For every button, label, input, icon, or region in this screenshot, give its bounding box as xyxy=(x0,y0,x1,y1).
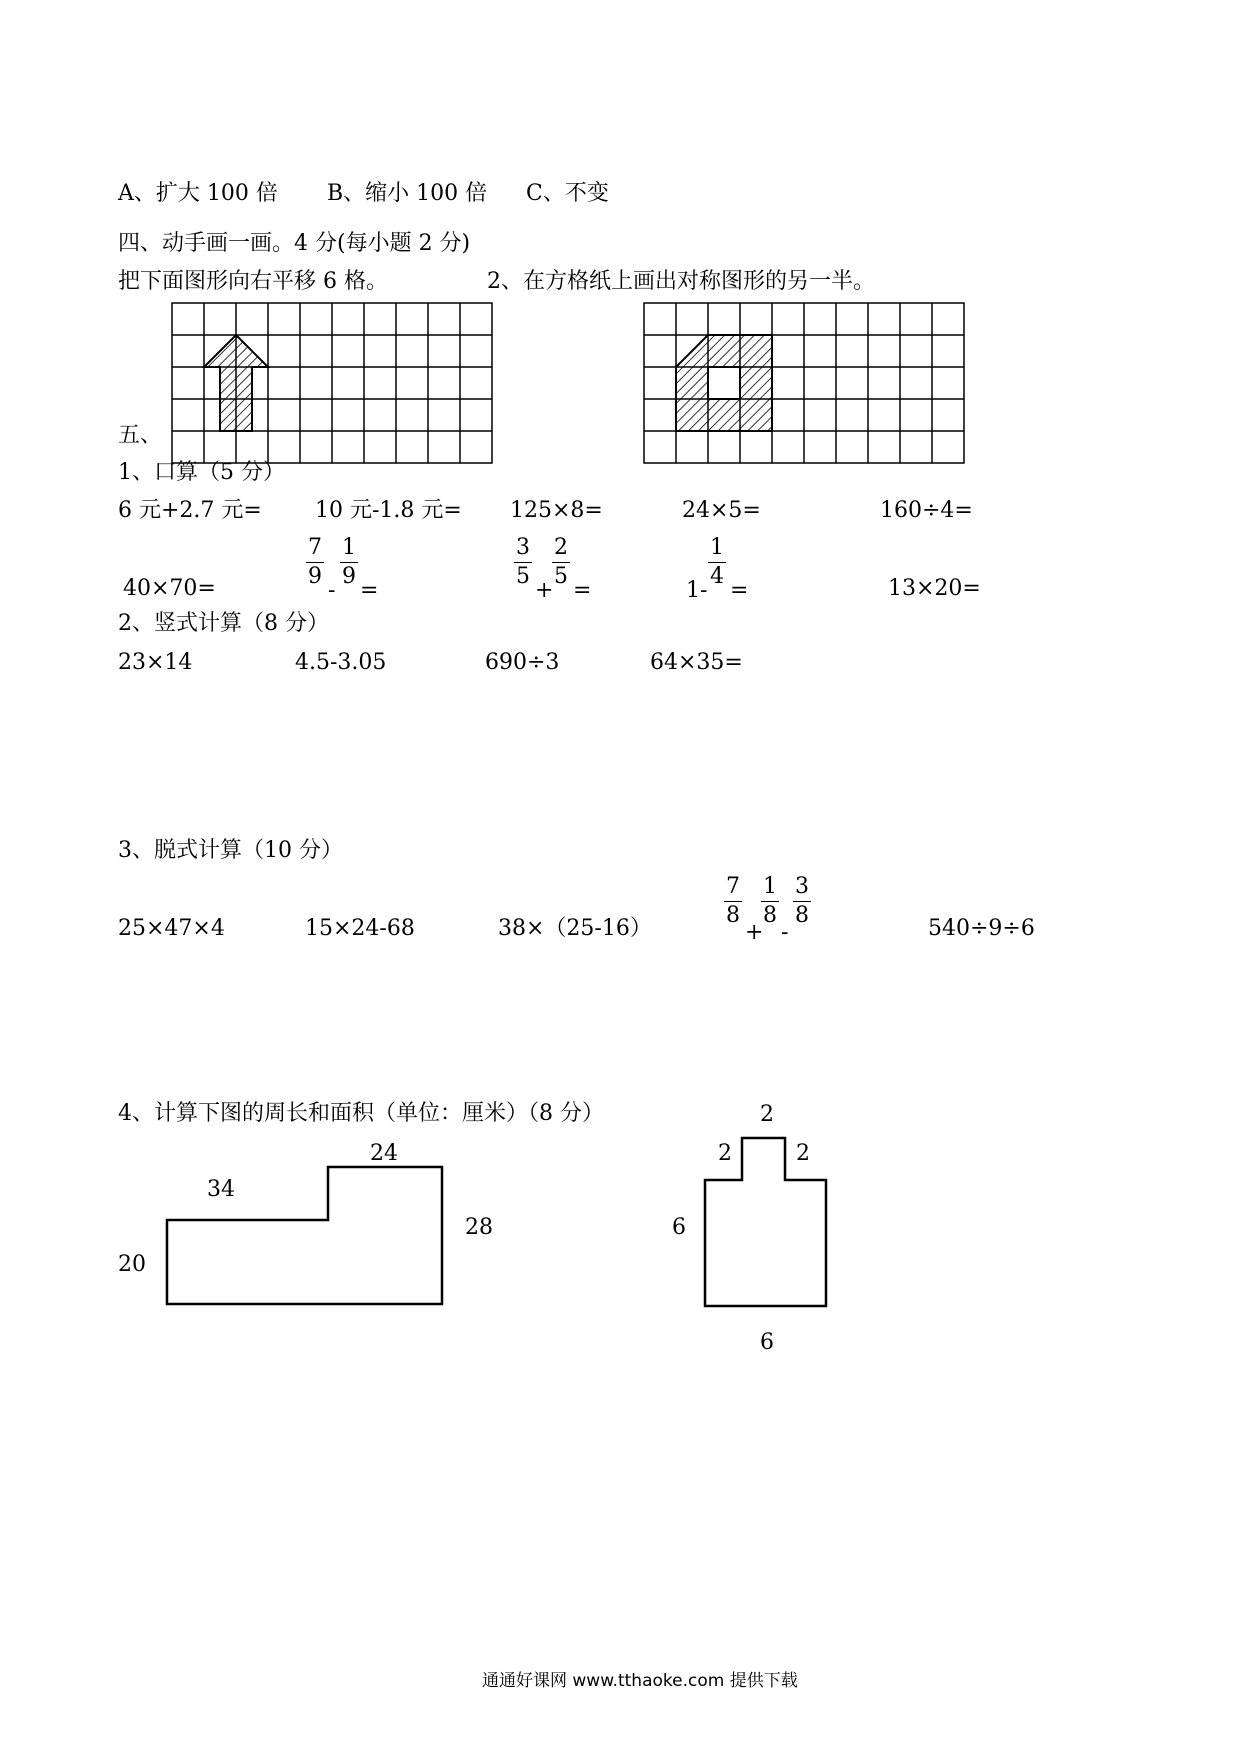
denominator: 9 xyxy=(308,564,322,589)
fraction xyxy=(304,537,326,588)
equals-sign: = xyxy=(730,578,749,603)
equals-sign: = xyxy=(360,578,379,603)
arrow-shape xyxy=(204,335,268,431)
denominator: 9 xyxy=(342,564,356,589)
section4-heading: 四、动手画一画。4 分(每小题 2 分) xyxy=(118,231,471,256)
vertical-item: 4.5-3.05 xyxy=(295,650,387,675)
vertical-title: 2、竖式计算（8 分） xyxy=(118,611,329,636)
numerator: 1 xyxy=(342,535,356,560)
vertical-item: 23×14 xyxy=(118,650,193,675)
fraction xyxy=(512,537,534,588)
oral-item: 24×5= xyxy=(682,498,761,523)
oral-item: 160÷4= xyxy=(880,498,973,523)
oral-item: 125×8= xyxy=(510,498,603,523)
numerator: 1 xyxy=(710,535,724,560)
vertical-item: 64×35= xyxy=(650,650,743,675)
perimeter-title: 4、计算下图的周长和面积（单位：厘米）（8 分） xyxy=(118,1101,604,1126)
stepwise-item: 15×24-68 xyxy=(305,916,415,941)
denominator: 8 xyxy=(795,903,809,928)
dimension-label: 34 xyxy=(207,1177,235,1202)
footer-credit: 通通好课网 www.tthaoke.com 提供下载 xyxy=(482,1671,798,1691)
denominator: 8 xyxy=(763,903,777,928)
section4-q2: 2、在方格纸上画出对称图形的另一半。 xyxy=(487,269,875,294)
fraction xyxy=(550,537,572,588)
dimension-label: 2 xyxy=(796,1141,810,1166)
numerator: 7 xyxy=(726,874,740,899)
dimension-label: 6 xyxy=(760,1330,774,1355)
fraction xyxy=(759,876,781,927)
oral-prefix: 1- xyxy=(686,578,708,603)
equals-sign: = xyxy=(573,578,592,603)
operator: + xyxy=(535,578,554,603)
dimension-label: 2 xyxy=(760,1102,774,1127)
operator: + xyxy=(745,920,764,945)
half-shape xyxy=(676,335,772,431)
numerator: 3 xyxy=(795,874,809,899)
numerator: 7 xyxy=(308,535,322,560)
operator: - xyxy=(328,578,336,603)
dimension-label: 2 xyxy=(718,1141,732,1166)
stepwise-item: 25×47×4 xyxy=(118,916,225,941)
denominator: 5 xyxy=(516,564,530,589)
stepwise-title: 3、脱式计算（10 分） xyxy=(118,838,343,863)
stepwise-item: 540÷9÷6 xyxy=(928,916,1035,941)
vertical-item: 690÷3 xyxy=(485,650,560,675)
choice-c: C、不变 xyxy=(526,181,609,206)
numerator: 3 xyxy=(516,535,530,560)
dimension-label: 20 xyxy=(118,1252,146,1277)
fraction xyxy=(338,537,360,588)
oral-title: 1、口算（5 分） xyxy=(118,460,285,485)
oral-item: 6 元+2.7 元= xyxy=(118,498,262,523)
section4-q1: 把下面图形向右平移 6 格。 xyxy=(118,269,388,294)
choice-a: A、扩大 100 倍 xyxy=(118,181,278,206)
oral-item: 40×70= xyxy=(123,576,216,601)
fraction xyxy=(706,537,728,588)
oral-item: 10 元-1.8 元= xyxy=(315,498,462,523)
dimension-label: 28 xyxy=(465,1215,493,1240)
fraction xyxy=(722,876,744,927)
operator: - xyxy=(781,920,789,945)
denominator: 4 xyxy=(710,564,724,589)
section5-heading: 五、 xyxy=(118,423,163,448)
oral-item: 13×20= xyxy=(888,576,981,601)
stepwise-item: 38×（25-16） xyxy=(498,916,652,941)
numerator: 2 xyxy=(554,535,568,560)
denominator: 5 xyxy=(554,564,568,589)
numerator: 1 xyxy=(763,874,777,899)
choice-b: B、缩小 100 倍 xyxy=(327,181,488,206)
fraction xyxy=(791,876,813,927)
denominator: 8 xyxy=(726,903,740,928)
dimension-label: 24 xyxy=(370,1141,398,1166)
dimension-label: 6 xyxy=(672,1215,686,1240)
